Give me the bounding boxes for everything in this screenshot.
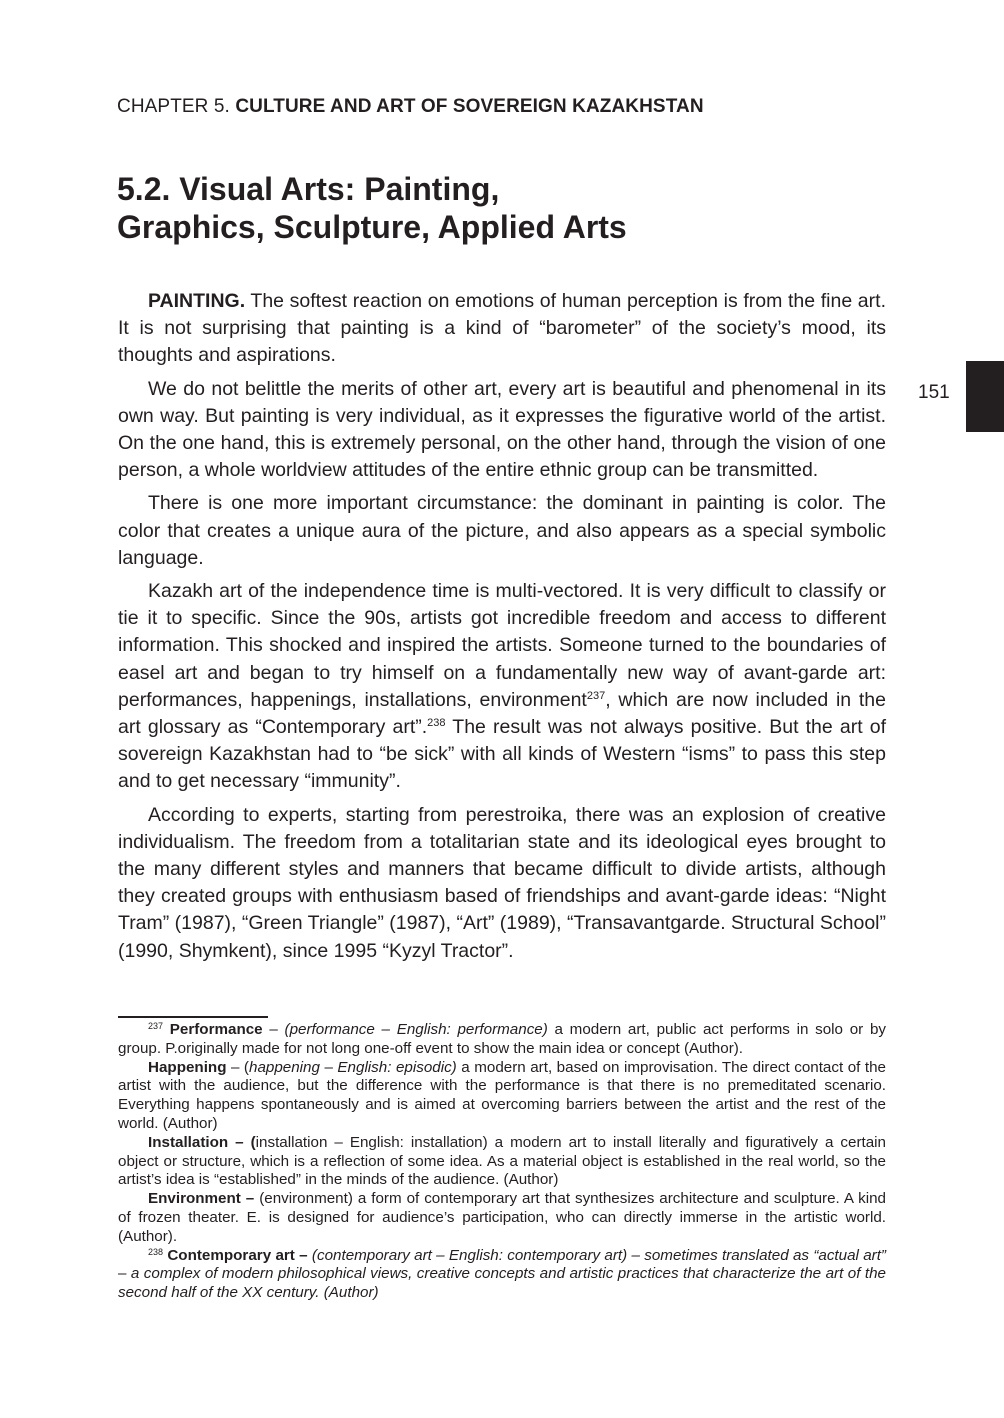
paragraph-text: The softest reaction on emotions of human perception is from the fine art. It is not surprising that painting is a kind of “barometer” of the society’s mood, its thoughts and aspirations. xyxy=(118,290,886,367)
footnote-divider xyxy=(118,1016,268,1018)
footnote-happening xyxy=(118,1059,886,1134)
paragraph-color: There is one more important circumstance: the dominant in painting is color. The color that creates a unique aura of the picture, and also appears as a special symbolic language. xyxy=(118,492,886,569)
footnote-dash: – ( xyxy=(226,1058,249,1076)
footnote-italic: (performance – English: performance) xyxy=(284,1021,548,1038)
footnote-installation xyxy=(118,1134,886,1190)
footnote-italic: happening – English: episodic) xyxy=(249,1058,457,1076)
paragraph-text: , which are now included in the art glossary as “Contemporary art”. xyxy=(118,688,886,739)
footnote-environment xyxy=(118,1190,886,1246)
paragraph-lead: PAINTING. xyxy=(148,290,246,312)
footnote-number: 237 xyxy=(148,1021,164,1031)
paragraph-text: The result was not always positive. But the art of sovereign Kazakhstan had to “be sick” with all kinds of Western “isms” to pass this step and to get necessary “immunity”. xyxy=(118,716,886,793)
footnote-term: Happening xyxy=(148,1058,227,1076)
footnote-italic: (contemporary art – English: contemporary art) – sometimes translated as “actual art” – a complex of modern philosophical views, creative concepts and artistic practices that characterize the art of the second half of the XX century. (Author) xyxy=(118,1246,886,1302)
footnote-term: Environment – xyxy=(148,1190,255,1208)
footnote-text: (environment) a form of contemporary art that synthesizes architecture and sculpture. A kind of frozen theater. E. is designed for audience’s participation, who can directly immerse in the artistic world. (Author). xyxy=(118,1190,886,1245)
footnote-text: a modern art, public act performs in solo or by group. P.originally made for not long one-off event to show the main idea or concept (Author). xyxy=(118,1021,886,1057)
running-head xyxy=(117,96,704,118)
paragraph-text: Kazakh art of the independence time is multi-vectored. It is very difficult to classify or tie it to specific. Since the 90s, artists got incredible freedom and access to different information. This shocked and inspired the artists. Someone turned to the boundaries of easel art and began to try himself on a fundamentally new way of avant-garde art: performances, happenings, installations, environment xyxy=(118,580,886,711)
page-number: 151 xyxy=(918,382,950,403)
footnotes xyxy=(118,1021,886,1303)
footnote-ref-237[interactable]: 237 xyxy=(586,689,606,702)
running-head-title: CULTURE AND ART OF SOVEREIGN KAZAKHSTAN xyxy=(235,96,704,117)
paragraph-perestroika: According to experts, starting from perestroika, there was an explosion of creative individualism. The freedom from a totalitarian state and its ideological eyes brought to the many different styles and manners that became difficult to divide artists, although they created groups with enthusiasm based of friendships and avant-garde ideas: “Night Tram” (1987), “Green Triangle” (1987), “Art” (1989), “Transavantgarde. Structural School” (1990, Shymkent), since 1995 “Kyzyl Tractor”. xyxy=(118,803,887,962)
paragraph-painting xyxy=(118,288,886,370)
section-title-line1: 5.2. Visual Arts: Painting, xyxy=(117,171,500,207)
section-title-line2: Graphics, Sculpture, Applied Arts xyxy=(117,209,627,245)
footnote-238 xyxy=(118,1247,886,1303)
footnote-237 xyxy=(118,1021,886,1059)
footnote-term: Installation – ( xyxy=(148,1133,256,1151)
footnote-ref-238[interactable]: 238 xyxy=(427,717,446,730)
chapter-thumb-tab xyxy=(966,361,1004,432)
section-title xyxy=(117,170,817,246)
footnote-term: Performance xyxy=(169,1021,263,1038)
footnote-term: Contemporary art – xyxy=(167,1246,308,1264)
body-text xyxy=(118,288,886,971)
footnote-text: a modern art, based on improvisation. The direct contact of the artist with the audience, but the difference with the performance is that there is no premeditated scenario. Everything happens spontaneously and is aimed at overcoming barriers between the artist and the rest of the world. (Author) xyxy=(118,1058,886,1132)
footnote-text: installation – English: installation) a modern art to install literally and figuratively a certain object or structure, which is a reflection of some idea. As a material object is established in the real world, so the artist’s idea is “established” in the minds of the audience. (Author) xyxy=(118,1133,886,1189)
running-head-chapter: CHAPTER 5. xyxy=(117,96,230,117)
footnote-number: 238 xyxy=(148,1246,164,1257)
paragraph-merits: We do not belittle the merits of other art, every art is beautiful and phenomenal in its own way. But painting is very individual, as it expresses the figurative world of the artist. On the one hand, this is extremely personal, on the other hand, through the vision of one person, a whole worldview attitudes of the entire ethnic group can be transmitted. xyxy=(118,377,886,482)
footnote-dash: – xyxy=(262,1021,285,1038)
paragraph-kazakh-art xyxy=(118,578,886,796)
